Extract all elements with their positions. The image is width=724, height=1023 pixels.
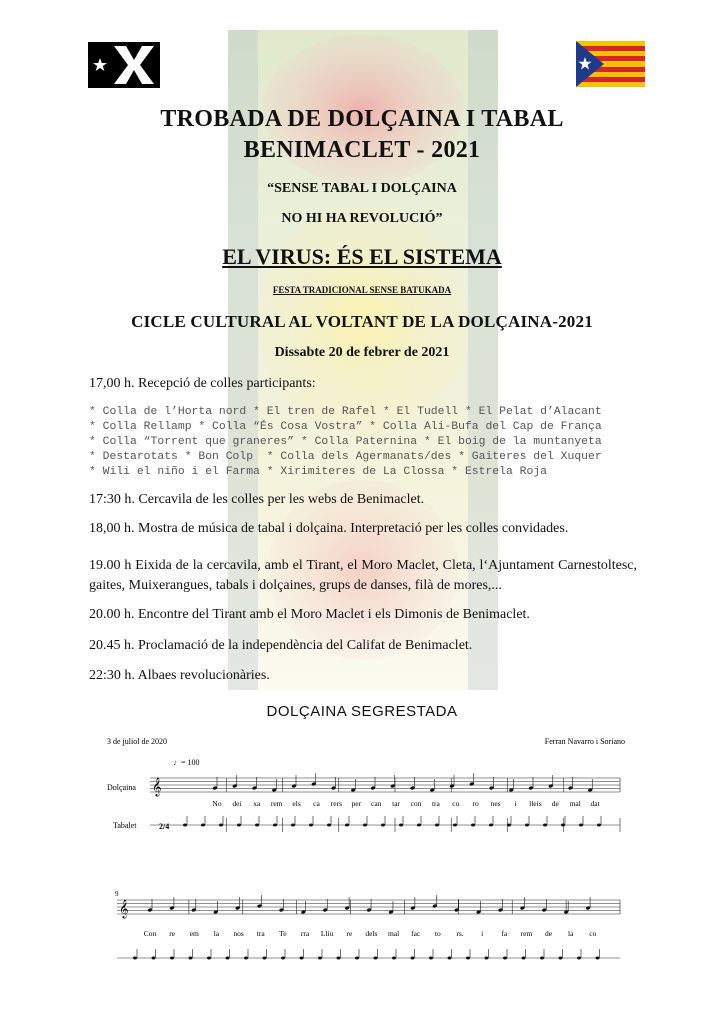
- tempo-marking: ♩= 100: [173, 758, 200, 767]
- rhythm-note: [318, 957, 322, 960]
- rhythm-note: [207, 957, 211, 960]
- lyric-syllable: xa: [253, 799, 261, 808]
- lyric-syllable: la: [568, 929, 574, 938]
- sheet-music: [95, 728, 640, 978]
- lyric-syllable: i: [514, 799, 517, 808]
- rhythm-note: [435, 824, 439, 827]
- lyric-syllable: per: [351, 799, 362, 808]
- rhythm-note: [507, 824, 511, 827]
- lyric-syllable: No: [212, 799, 222, 808]
- rhythm-note: [466, 957, 470, 960]
- colles-list: [89, 405, 602, 480]
- score-composer: Ferran Navarro i Soriano: [544, 737, 625, 746]
- rhythm-note: [133, 957, 137, 960]
- instrument-label-dolcaina: Dolçaina: [107, 783, 136, 792]
- lyric-syllable: dei: [232, 799, 242, 808]
- rhythm-note: [337, 957, 341, 960]
- lyric-syllable: nes: [490, 799, 501, 808]
- treble-clef-icon: 𝄞: [152, 777, 162, 796]
- rhythm-note: [392, 957, 396, 960]
- estelada-flag-icon: [576, 41, 645, 87]
- x-logo-icon: [88, 42, 160, 88]
- program-item-5: 20.00 h. Encontre del Tirant amb el Moro Maclet i els Dimonis de Benimaclet.: [89, 607, 530, 622]
- rhythm-note: [429, 957, 433, 960]
- lyric-syllable: to: [434, 929, 441, 938]
- time-signature: 2/4: [159, 822, 170, 831]
- rhythm-note: [577, 957, 581, 960]
- rhythm-note: [244, 957, 248, 960]
- lyric-syllable: Lliu: [320, 929, 334, 938]
- lyric-syllable: ro: [472, 799, 479, 808]
- rhythm-note: [263, 957, 267, 960]
- rhythm-note: [237, 824, 241, 827]
- rhythm-note: [597, 824, 601, 827]
- rhythm-note: [345, 824, 349, 827]
- lyric-syllable: tra: [431, 799, 440, 808]
- lyric-syllable: rem: [520, 929, 533, 938]
- colles-line: * Wili el niño i el Farma * Xirimiteres de La Clossa * Estrela Roja: [89, 466, 547, 478]
- score-title: DOLÇAINA SEGRESTADA: [266, 703, 458, 720]
- program-item-3: 18,00 h. Mostra de música de tabal i dolçaina. Interpretació per les colles convidades.: [89, 521, 569, 536]
- slogan-heading: EL VIRUS: ÉS EL SISTEMA: [222, 244, 502, 269]
- lyric-syllable: lleis: [529, 799, 542, 808]
- lyric-syllable: dat: [590, 799, 600, 808]
- lyric-syllable: dels: [365, 929, 378, 938]
- lyric-syllable: con: [410, 799, 422, 808]
- rhythm-note: [291, 824, 295, 827]
- rhythm-note: [300, 957, 304, 960]
- rhythm-note: [363, 824, 367, 827]
- lyrics-line-1: [212, 799, 600, 808]
- rhythm-note: [226, 957, 230, 960]
- lyric-syllable: can: [370, 799, 382, 808]
- rhythm-note: [489, 824, 493, 827]
- rhythm-note: [471, 824, 475, 827]
- lyric-syllable: mal: [569, 799, 581, 808]
- lyric-syllable: tar: [392, 799, 401, 808]
- lyric-syllable: fa: [501, 929, 508, 938]
- lyric-syllable: els: [292, 799, 301, 808]
- rhythm-note: [540, 957, 544, 960]
- program-item-4: 19.00 h Eixida de la cercavila, amb el Tirant, el Moro Maclet, Cleta, l‘Ajuntament Carnestoltesc, gaites, Muixerangues, tabals i dolçaines, grups de danses, filà de mores,...: [89, 558, 637, 593]
- lyric-syllable: fac: [411, 929, 421, 938]
- lyric-syllable: re: [346, 929, 353, 938]
- rhythm-note: [448, 957, 452, 960]
- score-date: 3 de juliol de 2020: [107, 737, 167, 746]
- rhythm-note: [411, 957, 415, 960]
- program-item-7: 22:30 h. Albaes revolucionàries.: [89, 668, 270, 683]
- lyric-syllable: la: [213, 929, 220, 938]
- lyric-syllable: i: [481, 929, 484, 938]
- colles-line: * Colla de l’Horta nord * El tren de Rafel * El Tudell * El Pelat d’Alacant: [89, 406, 602, 418]
- lyrics-line-2: [144, 929, 597, 938]
- lyric-syllable: ca: [313, 799, 320, 808]
- rhythm-note: [485, 957, 489, 960]
- rhythm-note: [219, 824, 223, 827]
- rhythm-note: [183, 824, 187, 827]
- measure-number: 9: [115, 890, 119, 898]
- quote-line-1: “SENSE TABAL I DOLÇAINA: [267, 181, 457, 196]
- treble-clef-icon: 𝄞: [119, 899, 129, 918]
- rhythm-note: [355, 957, 359, 960]
- lyric-syllable: rs.: [456, 929, 464, 938]
- lyric-syllable: Con: [143, 929, 157, 938]
- rhythm-note: [453, 824, 457, 827]
- rhythm-note: [579, 824, 583, 827]
- lyric-syllable: de: [545, 929, 553, 938]
- instrument-label-tabalet: Tabalet: [113, 821, 137, 830]
- rhythm-note: [281, 957, 285, 960]
- lyric-syllable: re: [169, 929, 176, 938]
- festa-subtitle: FESTA TRADICIONAL SENSE BATUKADA: [272, 285, 452, 295]
- rhythm-note: [374, 957, 378, 960]
- rhythm-note: [561, 824, 565, 827]
- rhythm-note: [543, 824, 547, 827]
- program-item-6: 20.45 h. Proclamació de la independència del Califat de Benimaclet.: [89, 638, 473, 653]
- lyric-syllable: em: [189, 929, 199, 938]
- rhythm-note: [503, 957, 507, 960]
- cicle-heading: CICLE CULTURAL AL VOLTANT DE LA DOLÇAINA-2021: [131, 312, 593, 331]
- rhythm-note: [559, 957, 563, 960]
- lyric-syllable: rers: [330, 799, 343, 808]
- rhythm-note: [255, 824, 259, 827]
- rhythm-note: [522, 957, 526, 960]
- rhythm-note: [309, 824, 313, 827]
- quote-line-2: NO HI HA REVOLUCIÓ”: [281, 211, 443, 226]
- colles-line: * Destarotats * Bon Colp * Colla dels Agermanats/des * Gaiteres del Xuquer: [89, 451, 602, 463]
- rhythm-note: [170, 957, 174, 960]
- event-date: Dissabte 20 de febrer de 2021: [274, 345, 450, 360]
- program-item-2: 17:30 h. Cercavila de les colles per les webs de Benimaclet.: [89, 492, 425, 507]
- rhythm-note: [327, 824, 331, 827]
- rhythm-note: [189, 957, 193, 960]
- lyric-syllable: rem: [270, 799, 283, 808]
- rhythm-note: [273, 824, 277, 827]
- rhythm-note: [201, 824, 205, 827]
- rhythm-note: [525, 824, 529, 827]
- lyric-syllable: Te: [279, 929, 287, 938]
- colles-line: * Colla Rellamp * Colla “És Cosa Vostra” * Colla Ali-Bufa del Cap de França: [89, 421, 602, 433]
- lyric-syllable: nos: [233, 929, 244, 938]
- rhythm-note: [152, 957, 156, 960]
- lyric-syllable: rra: [300, 929, 310, 938]
- title-line-2: BENIMACLET - 2021: [243, 137, 481, 163]
- lyric-syllable: co: [589, 929, 597, 938]
- lyric-syllable: co: [452, 799, 460, 808]
- rhythm-note: [381, 824, 385, 827]
- lyric-syllable: de: [551, 799, 559, 808]
- rhythm-note: [417, 824, 421, 827]
- title-line-1: TROBADA DE DOLÇAINA I TABAL: [160, 106, 564, 132]
- lyric-syllable: tra: [256, 929, 265, 938]
- program-item-1: 17,00 h. Recepció de colles participants:: [89, 376, 316, 391]
- rhythm-note: [596, 957, 600, 960]
- rhythm-note: [399, 824, 403, 827]
- lyric-syllable: mal: [387, 929, 400, 938]
- colles-line: * Colla “Torrent que graneres” * Colla Paternina * El boig de la muntanyeta: [89, 436, 602, 448]
